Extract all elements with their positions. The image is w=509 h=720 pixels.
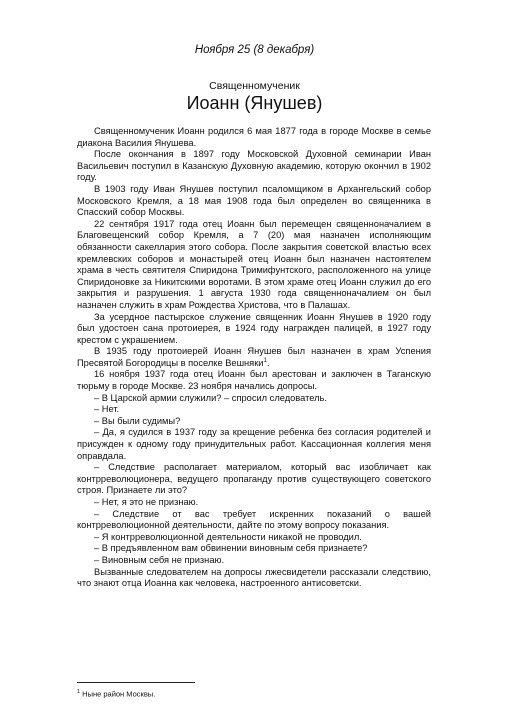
dialog-line: – В предъявленном вам обвинении виновным себя признаете? <box>94 543 368 554</box>
paragraph-text: В 1935 году протоиерей Иоанн Янушев был назначен в храм Успения Пресвятой Богородицы в поселке Вешняки <box>77 346 431 368</box>
feast-date: Ноября 25 (8 декабря) <box>194 44 315 56</box>
paragraph: В 1903 году Иван Янушев поступил псаломщиком в Архангельский собор Московского Кремля, а 18 мая 1908 года был определен во священника в Спасский собор Москвы. <box>77 183 431 218</box>
dialog-line: – Следствие от вас требует искренних показаний о вашей контрреволюционной деятельности, дайте по этому вопросу показания. <box>77 508 431 531</box>
dialog-line: – Нет, я это не признаю. <box>94 497 199 507</box>
dialog-line: – В Царской армии служили? – спросил следователь. <box>94 392 327 403</box>
paragraph: Вызванные следователем на допросы лжесвидетели рассказали следствию, что знают отца Иоанна как человека, настроенного антисоветски. <box>77 566 431 589</box>
footnote-divider <box>77 682 195 683</box>
footnote-text: Ныне район Москвы. <box>80 689 156 699</box>
paragraph: За усердное пастырское служение священник Иоанн Янушев в 1920 году был удостоен сана протоиерея, в 1924 году награжден палицей, в 1927 году крестом с украшением. <box>77 311 431 345</box>
paragraph: 22 сентября 1917 года отец Иоанн был перемещен священноначалием в Благовещенский собор Кремля, а 7 (20) мая назначен исполняющим обязанности сакеллария этого собора. После закрытия советской властью всех кремлевских соборов и монастырей отец Иоанн был назначен настоятелем храма в честь святителя Спиридона Тримифунтского, расположенного на улице Спиридоновке за Никитскими воротами. В этом храме отец Иоанн служил до его закрытия и разрушения. 1 августа 1930 года священноначалием он был назначен служить в храм Рождества Христова, что в Палашах. <box>77 218 431 310</box>
dialog-line: – Да, я судился в 1937 году за крещение ребенка без согласия родителей и присужден к одному году принудительных работ. Кассационная коллегия меня оправдала. <box>77 427 431 461</box>
paragraph: После окончания в 1897 году Московской Духовной семинарии Иван Васильевич поступил в Казанскую Духовную академию, которую окончил в 1902 году. <box>77 149 431 183</box>
dialog-line: – Я контрреволюционной деятельности никакой не проводил. <box>94 531 362 542</box>
dialog-line: – Нет. <box>94 404 120 415</box>
dialog-line: – Виновным себя не признаю. <box>94 554 225 565</box>
paragraph: 16 ноября 1937 года отец Иоанн был арестован и заключен в Таганскую тюрьму в городе Москве. 23 ноября начались допросы. <box>77 369 431 392</box>
paragraph-end: . <box>266 357 270 368</box>
page-title: Иоанн (Янушев) <box>186 93 323 113</box>
saint-rank: Священномученик <box>209 80 300 92</box>
footnote <box>77 688 431 699</box>
article-body <box>77 126 431 590</box>
paragraph: Священномученик Иоанн родился 6 мая 1877 года в городе Москве в семье диакона Василия Янушева. <box>77 126 431 148</box>
dialog-line: – Следствие располагает материалом, который вас изобличает как контрреволюционера, ведущего пропаганду против существующего советского строя. Признаете ли это? <box>77 462 431 496</box>
footnote-reference: 1 <box>263 357 267 364</box>
footnote-marker: 1 <box>77 689 81 695</box>
dialog-line: – Вы были судимы? <box>94 415 181 426</box>
paragraph-with-footnote <box>77 346 431 369</box>
